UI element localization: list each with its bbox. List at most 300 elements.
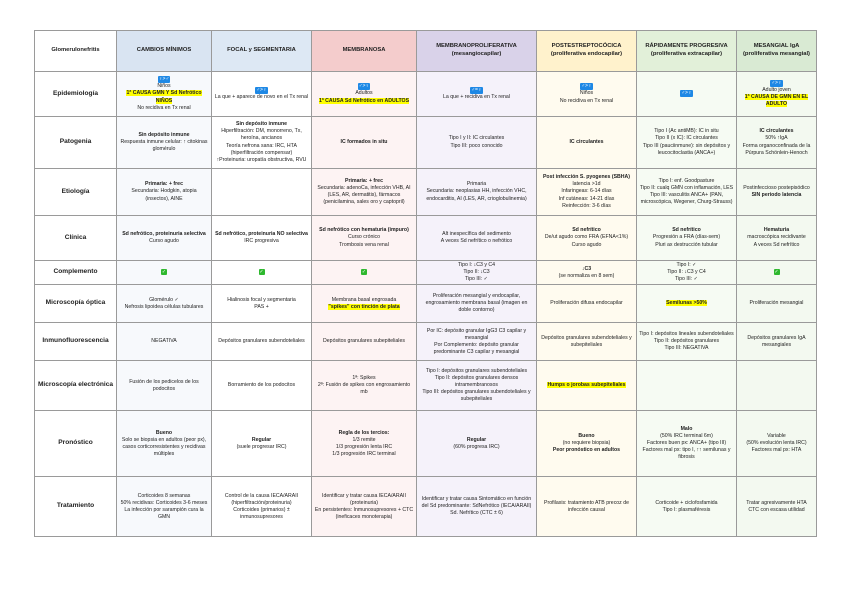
row-header: Epidemiología <box>35 72 117 117</box>
cell-text-content: Progresión a FRA (días-sem) <box>652 234 721 241</box>
table-cell <box>537 323 637 361</box>
column-header: CAMBIOS MÍNIMOS <box>117 31 212 72</box>
cell-text-content: Identificar y tratar causa Sintomático en función del Sd predominante: SdNefrótico (IECA/ARAII) Sd. Nefrítico (CTC ± 6) <box>421 496 532 517</box>
cell-text-content: Solo se biopsia en adultos (peor px), casos corticorresistentes y recidivas múltiples <box>121 436 207 457</box>
table-cell <box>737 411 817 477</box>
cell-text <box>419 262 534 269</box>
sex-ratio-icon <box>214 87 309 94</box>
cell-text-content: Factores buen px: ANCA+ (tipo III) <box>646 440 727 447</box>
cell-text <box>639 433 734 440</box>
table-cell <box>312 361 417 411</box>
cell-text <box>539 500 634 514</box>
cell-text <box>739 500 814 507</box>
cell-text-content: IRC progresiva <box>244 238 279 244</box>
cell-text <box>314 185 414 206</box>
sex-ratio-badge: ♂>♀ <box>681 90 692 97</box>
cell-text-content: Proliferación mesangial <box>749 300 804 307</box>
cell-text <box>119 105 209 112</box>
cell-text-content: Corticoides 8 semanas <box>137 492 191 499</box>
cell-text <box>639 128 734 135</box>
table-row <box>35 477 817 537</box>
cell-text <box>119 437 209 458</box>
table-cell <box>117 169 212 216</box>
cell-text <box>739 234 814 241</box>
cell-text <box>539 174 634 181</box>
cell-text <box>419 188 534 202</box>
cell-text <box>419 231 534 238</box>
table-cell <box>537 72 637 117</box>
cell-text <box>639 234 734 241</box>
row-header: Clínica <box>35 216 117 261</box>
cell-text-content: PAS + <box>254 303 269 310</box>
cell-text <box>739 300 814 307</box>
cell-text-content: Tipo I (Ac antiMB): IC in situ <box>654 128 719 135</box>
column-header: MEMBRANOSA <box>312 31 417 72</box>
cell-text-content: NEGATIVA <box>151 338 177 345</box>
check-icon <box>314 269 414 276</box>
cell-text-content: Sin depósito inmune <box>138 131 190 138</box>
cell-text <box>214 143 309 157</box>
cell-text <box>639 338 734 345</box>
cell-text <box>119 507 209 521</box>
table-cell <box>537 216 637 261</box>
cell-text <box>314 297 414 304</box>
cell-text <box>539 433 634 440</box>
cell-text-content: Niños <box>579 90 594 97</box>
table-cell <box>117 361 212 411</box>
table-cell <box>212 261 312 285</box>
cell-text-content: ↓C3 <box>581 265 592 272</box>
table-cell <box>312 117 417 169</box>
cell-text-content: 1ª CAUSA DE GMN EN EL ADULTO <box>744 94 809 108</box>
table-row <box>35 323 817 361</box>
cell-text <box>639 143 734 157</box>
cell-text <box>419 389 534 403</box>
cell-text-content: Sd nefrótico, proteinuria selectiva <box>122 230 206 237</box>
cell-text-content: Regla de los tercios: <box>338 429 390 436</box>
cell-text-content: Sd nefrótico, proteinuria NO selectiva <box>215 230 308 237</box>
cell-text <box>739 87 814 94</box>
cell-text-content: La que + aparece de novo en el Tx renal <box>214 94 309 100</box>
cell-text-content: Niños <box>157 83 171 90</box>
cell-text <box>539 440 634 447</box>
table-row <box>35 216 817 261</box>
cell-text <box>419 293 534 314</box>
table-cell <box>417 216 537 261</box>
sex-ratio-icon <box>419 87 534 94</box>
cell-text <box>314 304 414 311</box>
cell-text-content: (60% progresa IRC) <box>453 443 500 450</box>
cell-text-content: Primaria <box>466 181 487 188</box>
cell-text-content: Membrana basal engrosada <box>331 296 397 303</box>
cell-text <box>314 430 414 437</box>
table-cell <box>417 285 537 323</box>
cell-text-content: Tipo III: vasculitis ANCA+ (PAN, microscópica, Wegener, Churg-Strauss) <box>640 192 733 206</box>
sex-ratio-icon <box>119 76 209 83</box>
cell-text <box>539 300 634 307</box>
cell-text-content: Tipo II: ↓C3 y C4 <box>667 269 706 276</box>
cell-text <box>419 143 534 150</box>
cell-text <box>539 447 634 454</box>
cell-text <box>314 338 414 345</box>
cell-text <box>119 304 209 311</box>
table-cell <box>312 323 417 361</box>
cell-text-content: No recidiva en Tx renal <box>137 104 191 111</box>
cell-text-content: IC circulantes <box>569 138 604 145</box>
cell-text <box>214 304 309 311</box>
table-cell <box>537 411 637 477</box>
cell-text <box>214 238 309 245</box>
table-cell <box>117 117 212 169</box>
cell-text <box>314 90 414 97</box>
cell-text-content: (50% IRC terminal 6m) <box>660 433 713 440</box>
cell-text-content: Tipo I: depósitos granulares subendoteliales <box>425 368 528 374</box>
table-row <box>35 411 817 477</box>
cell-text-content: Tipo II: ↓C3 <box>463 269 490 276</box>
cell-text <box>314 382 414 396</box>
cell-text <box>539 181 634 188</box>
cell-text <box>639 447 734 461</box>
cell-text <box>314 139 414 146</box>
cell-text-content: Bueno <box>578 433 595 440</box>
cell-text <box>739 227 814 234</box>
table-cell <box>212 169 312 216</box>
sex-ratio-icon <box>314 83 414 90</box>
cell-text <box>739 135 814 142</box>
table-cell <box>117 411 212 477</box>
table-row <box>35 285 817 323</box>
cell-text <box>639 227 734 234</box>
sex-ratio-badge: ♂=♀ <box>471 86 482 93</box>
cell-text-content: Tipo III: ✓ <box>465 276 488 283</box>
check-icon <box>739 269 814 276</box>
cell-text-content: Tipo II (x IC): IC circulantes <box>655 135 718 142</box>
cell-text-content: Peor pronóstico en adultos <box>552 447 621 454</box>
table-cell <box>637 285 737 323</box>
table-cell <box>417 361 537 411</box>
cell-text <box>639 135 734 142</box>
cell-text <box>739 192 814 199</box>
cell-text <box>539 139 634 146</box>
table-cell <box>737 169 817 216</box>
cell-text-content: Curso agudo <box>149 238 179 244</box>
cell-text <box>419 342 534 356</box>
table-cell <box>117 216 212 261</box>
cell-text-content: A veces Sd nefrítico o nefrótico <box>440 238 513 244</box>
cell-text-content: Factores mal px: HTA <box>751 447 802 454</box>
cell-text-content: Hialinosis focal y segmentaria <box>227 296 296 303</box>
cell-text-content: Variable <box>767 433 786 440</box>
cell-text <box>539 273 634 280</box>
cell-text-content: Tipo II: depósitos granulares densos intramembranosos <box>434 375 519 389</box>
cell-text <box>639 507 734 514</box>
cell-text-content: No recidiva en Tx renal <box>559 97 614 104</box>
cell-text-content: Depósitos granulares subendoteliales <box>218 338 305 345</box>
cell-text-content: Postinfeccioso postepisódico <box>743 184 810 191</box>
cell-text <box>314 227 414 234</box>
table-cell <box>117 477 212 537</box>
table-cell <box>117 261 212 285</box>
cell-text-content: 50% recidivas: Corticoides 3-6 meses <box>120 499 208 506</box>
cell-text-content: Forma organoconfinada de la Púrpura Schönlein-Henoch <box>742 142 811 156</box>
cell-text <box>314 178 414 185</box>
cell-text <box>214 128 309 142</box>
table-cell <box>417 261 537 285</box>
table-cell <box>537 117 637 169</box>
cell-text-content: De/ut agudo como FRA (EFNA<1%) <box>544 234 629 241</box>
cell-text-content: (se normaliza en 8 sem) <box>558 272 615 279</box>
sex-ratio-icon <box>639 90 734 97</box>
sex-ratio-badge: ♂>♀ <box>256 86 267 93</box>
cell-text-content: ↑Proteinuria: uropatía obstructiva, RVU <box>216 156 307 163</box>
table-cell <box>637 411 737 477</box>
cell-text-content: En persistentes: Inmunosupresores + CTC (ineficaces monoterapia) <box>314 506 414 520</box>
cell-text-content: Teoría nefrona sana: IRC, HTA (hiperfiltración compensar) <box>226 142 297 156</box>
sex-ratio-badge: ♀>♂ <box>158 76 170 83</box>
cell-text-content: Semilunas >50% <box>666 300 707 307</box>
cell-text <box>214 157 309 164</box>
cell-text <box>314 242 414 249</box>
table-cell <box>537 261 637 285</box>
cell-text-content: Tipo I: depósitos lineales subendoteliales <box>639 331 734 338</box>
cell-text-content: Por IC: depósito granular IgG3 C3 capilar y mesangial <box>426 327 527 341</box>
table-cell <box>417 169 537 216</box>
cell-text <box>739 447 814 454</box>
cell-text <box>739 507 814 514</box>
cell-text-content: Tipo I: ↓C3 y C4 <box>458 262 495 268</box>
cell-text <box>314 234 414 241</box>
cell-text-content: Fusión de los pedicelos de los podocitos <box>129 378 199 392</box>
cell-text <box>119 188 209 202</box>
cell-text <box>739 143 814 157</box>
cell-text <box>419 328 534 342</box>
table-cell <box>117 285 212 323</box>
table-cell <box>637 169 737 216</box>
table-body <box>35 72 817 537</box>
cell-text-content: Proliferación mesangial y endocapilar, engrosamiento membrana basal (imagen en doble contorno) <box>425 293 528 314</box>
table-cell <box>117 72 212 117</box>
cell-text <box>739 185 814 192</box>
cell-text-content: Respuesta inmune celular: ↑ citokinas glomérulo <box>120 138 208 152</box>
cell-text <box>119 297 209 304</box>
cell-text-content: Tipo II: depósitos granulares <box>653 338 720 345</box>
table-row <box>35 361 817 411</box>
cell-text <box>214 493 309 507</box>
cell-text <box>214 231 309 238</box>
sex-ratio-badge: ♂>♀ <box>581 83 592 90</box>
sex-ratio-badge: ♂>♀ <box>358 83 370 90</box>
table-cell <box>312 261 417 285</box>
table-cell <box>417 72 537 117</box>
table-cell <box>312 169 417 216</box>
cell-text <box>739 128 814 135</box>
column-header: RÁPIDAMENTE PROGRESIVA (proliferativa extracapilar) <box>637 31 737 72</box>
cell-text <box>419 496 534 517</box>
cell-text-content: La infección por sarampión cura la GMN <box>124 506 204 520</box>
cell-text <box>214 338 309 345</box>
column-header: POSTESTREPTOCÓCICA (proliferativa endocapilar) <box>537 31 637 72</box>
table-cell <box>212 411 312 477</box>
cell-text <box>539 98 634 105</box>
cell-text-content: macroscópica recidivante <box>747 234 806 241</box>
cell-text-content: Factores mal px: tipo I, ↑↑ semilunas y fibrosis <box>642 447 731 461</box>
cell-text <box>119 493 209 500</box>
cell-text-content: Secundaria: adenoCa, infección VHB, AI (LES, AR, dermatitis), fármacos (penicilamina, sales oro y captopril) <box>317 184 411 206</box>
cell-text-content: Infaringeas: 6-14 días <box>561 188 612 195</box>
cell-text-content: (no requiere biopsia) <box>562 440 611 447</box>
cell-text-content: Nefrosis lipoidea células tubulares <box>124 303 204 310</box>
cell-text-content: Curso agudo <box>571 241 602 248</box>
cell-text <box>539 227 634 234</box>
table-cell <box>537 361 637 411</box>
cell-text <box>419 181 534 188</box>
cell-text <box>214 297 309 304</box>
cell-text <box>214 507 309 521</box>
cell-text-content: (suele progresar IRC) <box>236 443 287 450</box>
cell-text-content: Por Complemento: depósito granular predominante C3 capilar y mesangial <box>433 341 520 355</box>
cell-text <box>539 266 634 273</box>
cell-text-content: Humps o jorobas subepiteliales <box>547 382 626 389</box>
cell-text <box>639 300 734 307</box>
cell-text-content: Reinfección: 3-6 días <box>562 202 611 209</box>
cell-text-content: Adulto joven <box>762 86 791 93</box>
cell-text <box>119 83 209 90</box>
cell-text <box>119 132 209 139</box>
cell-text-content: Pluri ax destrucción tubular <box>655 241 718 248</box>
table-cell <box>312 477 417 537</box>
cell-text <box>119 430 209 437</box>
cell-text <box>419 269 534 276</box>
cell-text <box>739 335 814 349</box>
table-row <box>35 117 817 169</box>
cell-text <box>314 444 414 451</box>
cell-text-content: Secundaria: Hodgkin, atopia (insectos), AINE <box>131 188 197 202</box>
table-cell <box>312 411 417 477</box>
table-cell <box>737 261 817 285</box>
table-row <box>35 261 817 285</box>
cell-text-content: Regular <box>466 436 487 443</box>
cell-text <box>739 94 814 108</box>
cell-text <box>639 500 734 507</box>
cell-text-content: Hematuria <box>763 227 790 234</box>
cell-text-content: 50% ↑IgA <box>765 135 788 142</box>
cell-text-content: Regular <box>251 436 272 443</box>
cell-text-content: Curso crónico <box>347 234 380 241</box>
cell-text <box>539 196 634 203</box>
cell-text <box>314 493 414 507</box>
cell-text-content: Tipo III: depósitos granulares subendoteliales y subepiteliales <box>422 389 531 403</box>
cell-text-content: 1ª: Spikes <box>352 375 376 382</box>
header-row <box>35 31 817 72</box>
check-mark: ✓ <box>361 268 367 275</box>
cell-text-content: Corticoide + ciclofosfamida <box>655 499 718 506</box>
check-mark: ✓ <box>259 268 264 275</box>
cell-text <box>739 433 814 440</box>
cell-text-content: 1/3 remite <box>352 436 376 443</box>
cell-text-content: Control de la causa IECA/ARAII (hiperfiltración/proteinuria) <box>224 492 299 506</box>
cell-text <box>214 382 309 389</box>
table-cell <box>637 216 737 261</box>
row-header: Etiología <box>35 169 117 216</box>
cell-text-content: 1/3 progresión lenta IRC <box>335 443 393 450</box>
table-cell <box>637 361 737 411</box>
cell-text-content: 1ª CAUSA Sd Nefrótico en ADULTOS <box>318 97 410 104</box>
cell-text-content: Sin depósito inmune <box>235 121 287 128</box>
table-cell <box>737 216 817 261</box>
cell-text-content: Tipo I: ✓ <box>676 262 697 268</box>
row-header: Tratamiento <box>35 477 117 537</box>
cell-text-content: Tipo III (pauciinmune): sin depósitos y leucocitoclastia (ANCA+) <box>642 142 731 156</box>
cell-text-content: Adultos <box>355 90 373 97</box>
cell-text <box>419 135 534 142</box>
cell-text <box>539 335 634 349</box>
cell-text-content: SIN periodo latencia <box>751 192 802 198</box>
table-cell <box>737 361 817 411</box>
cell-text <box>119 231 209 238</box>
cell-text-content: Post infección S. pyogenes (SBHA) <box>542 174 631 181</box>
cell-text-content: Trombosis vena renal <box>339 241 389 248</box>
cell-text <box>119 500 209 507</box>
cell-text-content: Tipo I: enf. Goodpasture <box>658 177 715 184</box>
cell-text-content: Sd nefrítico <box>572 227 601 234</box>
cell-text-content: Primaria: + frec <box>145 181 183 188</box>
cell-text-content: Tipo I: plasmaféresis <box>662 506 711 513</box>
cell-text-content: "spikes" con tinción de plata <box>328 303 400 310</box>
cell-text <box>214 94 309 101</box>
table-cell <box>312 216 417 261</box>
cell-text-content: Depósitos granulares IgA mesangiales <box>747 334 806 348</box>
cell-text-content: Hiperfiltración: DM, monorreno, Tx, heroína, ancianos <box>221 128 302 142</box>
cell-text <box>314 437 414 444</box>
cell-text-content: IC formados in situ <box>340 138 388 145</box>
cell-text-content: Bueno <box>155 429 173 436</box>
cell-text <box>639 276 734 283</box>
cell-text <box>639 345 734 352</box>
cell-text <box>639 440 734 447</box>
cell-text <box>419 94 534 101</box>
cell-text <box>639 269 734 276</box>
row-header: Patogenia <box>35 117 117 169</box>
check-mark: ✓ <box>774 268 779 275</box>
cell-text <box>419 375 534 389</box>
cell-text <box>639 178 734 185</box>
cell-text <box>314 98 414 105</box>
row-header: Complemento <box>35 261 117 285</box>
table-row <box>35 72 817 117</box>
cell-text-content: latencia >1d <box>572 181 601 188</box>
cell-text-content: Glomérulo ✓ <box>149 296 179 303</box>
cell-text-content: La que + recidiva en Tx renal <box>443 94 510 100</box>
cell-text-content: Tipo III: NEGATIVA <box>664 345 709 352</box>
table-cell <box>537 285 637 323</box>
table-cell <box>737 117 817 169</box>
table-cell <box>737 72 817 117</box>
cell-text <box>639 185 734 192</box>
table-cell <box>212 477 312 537</box>
cell-text <box>539 382 634 389</box>
glomerulonefritis-table <box>34 30 817 537</box>
cell-text <box>639 426 734 433</box>
cell-text <box>419 238 534 245</box>
table-cell <box>212 361 312 411</box>
cell-text-content: Secundaria: neoplasias HH, infección VHC, endocarditis, AI (LES, AR, crioglobulinemia) <box>426 188 527 202</box>
cell-text <box>119 181 209 188</box>
cell-text-content: Primaria: + frec <box>345 177 383 184</box>
cell-text-content: Proliferación difusa endocapilar <box>550 300 623 307</box>
cell-text-content: Inf cutáneas: 14-21 días <box>558 195 615 202</box>
table-cell <box>212 117 312 169</box>
cell-text <box>539 90 634 97</box>
